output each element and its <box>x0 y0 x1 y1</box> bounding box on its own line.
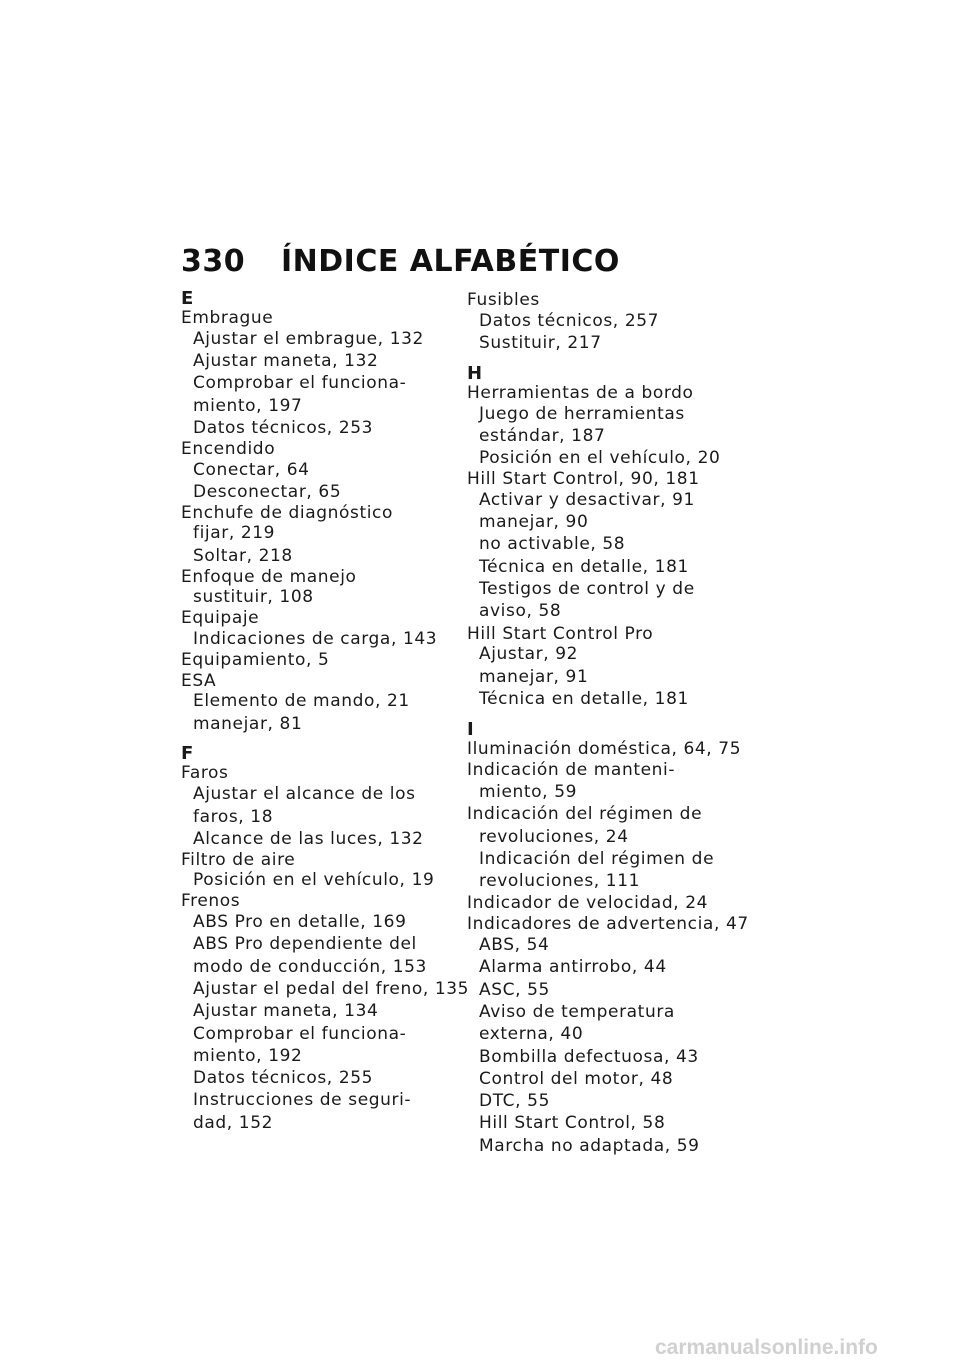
index-subentry: Testigos de control y de <box>479 579 695 600</box>
index-entry-continuation: aviso, 58 <box>479 601 562 622</box>
page-header <box>181 244 620 280</box>
index-entry: Indicación de manteni- <box>467 759 676 780</box>
index-entry-continuation: miento, 197 <box>193 395 303 416</box>
index-subentry: fijar, 219 <box>193 523 276 544</box>
page-number: 330 <box>181 244 246 279</box>
index-subentry: sustituir, 108 <box>193 587 314 608</box>
index-letter-heading: I <box>467 718 475 740</box>
index-entry-continuation: modo de conducción, 153 <box>193 956 427 977</box>
index-subentry: Alcance de las luces, 132 <box>193 828 424 849</box>
index-entry-continuation: miento, 192 <box>193 1045 303 1066</box>
index-entry: Fusibles <box>467 290 540 310</box>
index-subentry: manejar, 90 <box>479 512 589 533</box>
index-subentry: Datos técnicos, 253 <box>193 417 374 438</box>
index-subentry: no activable, 58 <box>479 534 626 555</box>
index-entry-continuation: miento, 59 <box>479 781 578 802</box>
index-subentry: Datos técnicos, 257 <box>479 310 660 331</box>
index-subentry: Ajustar maneta, 134 <box>193 1001 379 1022</box>
index-subentry: ASC, 55 <box>479 979 550 1000</box>
index-subentry: ABS, 54 <box>479 935 550 956</box>
index-entry: Enchufe de diagnóstico <box>181 502 394 523</box>
index-subentry: Técnica en detalle, 181 <box>479 556 689 577</box>
index-subentry: Ajustar el alcance de los <box>193 784 416 805</box>
index-entry: Enfoque de manejo <box>181 566 357 587</box>
index-subentry: Ajustar el pedal del freno, 135 <box>193 978 470 999</box>
index-letter-heading: F <box>181 743 194 765</box>
index-subentry: DTC, 55 <box>479 1091 550 1112</box>
index-entry: Herramientas de a bordo <box>467 382 694 403</box>
index-subentry: Hill Start Control, 58 <box>479 1113 666 1134</box>
index-subentry: Posición en el vehículo, 20 <box>479 448 721 469</box>
index-subentry: Sustituir, 217 <box>479 333 602 354</box>
index-column-right <box>467 290 749 1156</box>
index-subentry: Juego de herramientas <box>479 403 685 424</box>
index-entry: Iluminación doméstica, 64, 75 <box>467 738 742 759</box>
index-entry-continuation: externa, 40 <box>479 1024 584 1045</box>
index-subentry: Conectar, 64 <box>193 459 310 480</box>
index-subentry: Comprobar el funciona- <box>193 373 407 394</box>
index-subentry: ABS Pro en detalle, 169 <box>193 912 407 933</box>
index-subentry: Datos técnicos, 255 <box>193 1068 374 1089</box>
index-subentry: ABS Pro dependiente del <box>193 934 417 955</box>
index-subentry: Ajustar maneta, 132 <box>193 351 379 372</box>
index-subentry: Instrucciones de seguri- <box>193 1090 412 1111</box>
index-entry-continuation: estándar, 187 <box>479 425 606 446</box>
index-entry: Equipamiento, 5 <box>181 649 330 670</box>
index-subentry: Ajustar el embrague, 132 <box>193 328 424 349</box>
index-entry: Hill Start Control Pro <box>467 623 654 644</box>
index-entry: Hill Start Control, 90, 181 <box>467 469 700 490</box>
index-letter-heading: E <box>181 288 194 309</box>
index-subentry: Alarma antirrobo, 44 <box>479 957 667 978</box>
index-subentry: Ajustar, 92 <box>479 644 579 665</box>
index-subentry: Soltar, 218 <box>193 545 293 566</box>
index-subentry: Indicaciones de carga, 143 <box>193 628 438 649</box>
index-subentry: Marcha no adaptada, 59 <box>479 1135 700 1156</box>
index-subentry: Indicación del régimen de <box>479 848 715 869</box>
index-entry: Indicadores de advertencia, 47 <box>467 914 749 935</box>
watermark-footer[interactable]: carmanualsonline.info <box>655 1336 878 1359</box>
index-subentry: manejar, 91 <box>479 666 589 687</box>
index-subentry: Control del motor, 48 <box>479 1068 674 1089</box>
index-entry-continuation: revoluciones, 24 <box>479 826 629 847</box>
index-entry: ESA <box>181 670 217 691</box>
index-entry: Filtro de aire <box>181 849 296 870</box>
index-entry: Indicador de velocidad, 24 <box>467 893 709 914</box>
index-entry: Indicación del régimen de <box>467 804 703 825</box>
index-subentry: Desconectar, 65 <box>193 481 342 502</box>
index-subentry: Activar y desactivar, 91 <box>479 489 695 510</box>
index-entry: Embrague <box>181 308 274 328</box>
index-entry: Encendido <box>181 438 276 459</box>
index-column-left <box>181 288 470 1133</box>
index-entry-continuation: dad, 152 <box>193 1112 274 1133</box>
index-subentry: Aviso de temperatura <box>479 1001 675 1022</box>
index-subentry: Posición en el vehículo, 19 <box>193 870 435 891</box>
index-subentry: manejar, 81 <box>193 713 303 734</box>
index-entry: Equipaje <box>181 608 260 629</box>
index-entry-continuation: revoluciones, 111 <box>479 871 641 892</box>
index-subentry: Elemento de mando, 21 <box>193 691 410 712</box>
page-title: ÍNDICE ALFABÉTICO <box>281 244 620 279</box>
index-letter-heading: H <box>467 362 483 384</box>
index-entry-continuation: faros, 18 <box>193 806 274 827</box>
index-entry: Frenos <box>181 891 241 912</box>
index-entry: Faros <box>181 763 229 784</box>
index-subentry: Comprobar el funciona- <box>193 1023 407 1044</box>
index-subentry: Bombilla defectuosa, 43 <box>479 1046 699 1067</box>
index-subentry: Técnica en detalle, 181 <box>479 689 689 710</box>
